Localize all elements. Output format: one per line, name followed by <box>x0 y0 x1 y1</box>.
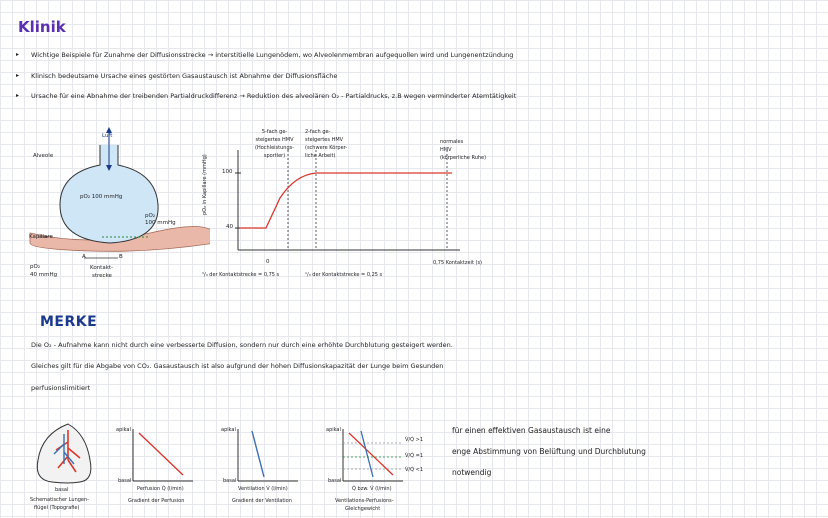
bullet-item <box>16 51 514 59</box>
bullet-item <box>16 92 517 100</box>
mini-chart-perfusion <box>125 425 195 485</box>
annotation-5fach: 5-fach ge- steigertes HMV (Hochleistungs- sportler) <box>255 129 295 159</box>
mc3-xlabel: Q̇ bzw. V̇ (l/min) <box>352 486 392 492</box>
lung-caption-1: Schematischer Lungen- <box>30 497 89 503</box>
mc3-caption-1: Ventilations-Perfusions- <box>335 498 394 504</box>
merke-line-2: Gleiches gilt für die Abgabe von CO₂. Gasaustausch ist also aufgrund der hohen Diffusionskapazität der Lunge beim Gesunden <box>31 362 444 370</box>
kontakt-label-2: strecke <box>92 273 112 279</box>
bullet-icon: ▸ <box>16 51 20 58</box>
page-title: Klinik <box>18 18 66 36</box>
mc3-top: apikal <box>326 427 341 433</box>
y-tick-40: 40 <box>226 224 233 230</box>
mini-chart-vq <box>335 425 407 485</box>
mc2-xlabel: Ventilation V̇ (l/min) <box>238 486 288 492</box>
merke-heading: MERKE <box>40 314 98 330</box>
right-text-1: für einen effektiven Gasaustausch ist eine <box>452 426 611 435</box>
annotation-normal: normales HMV (körperliche Ruhe) <box>440 139 487 161</box>
mc1-bottom: basal <box>118 478 132 484</box>
perfusion-line <box>139 433 183 475</box>
mc2-caption: Gradient der Ventilation <box>232 498 292 504</box>
point-b-label: B <box>119 254 123 260</box>
bullet-text: Wichtige Beispiele für Zunahme der Diffusionsstrecke → interstitielle Lungenödem, wo Alveolenmembran aufgequollen wird und Lungenentzündung <box>31 51 514 59</box>
ratio-lt1: V̇/Q̇ <1 <box>405 467 424 473</box>
merke-line-1: Die O₂ - Aufnahme kann nicht durch eine verbesserte Diffusion, sondern nur durch eine erhöhte Durchblutung gesteigert werden. <box>31 341 453 349</box>
chart-y-label: pO₂ in Kapillare (mmHg) <box>202 154 208 215</box>
right-text-3: notwendig <box>452 468 492 477</box>
po2-left-value: 40 mmHg <box>30 272 58 278</box>
kapillare-label: Kapillare <box>29 234 53 240</box>
luft-label: Luft <box>102 133 113 139</box>
x-label-end: 0,75 Kontaktzeit (s) <box>433 260 483 266</box>
lung-illustration <box>28 420 108 490</box>
x-zero-label: 0 <box>266 259 270 265</box>
bullet-text: Ursache für eine Abnahme der treibenden Partialdruckdifferenz → Reduktion des alveolären O₂ - Partialdrucks, z.B wegen verminderter Atemtätigkeit <box>31 92 517 100</box>
right-text-2: enge Abstimmung von Belüftung und Durchblutung <box>452 447 646 456</box>
x-label-third: ¹/₃ der Kontaktstrecke = 0,75 s <box>202 272 280 278</box>
mc1-xlabel: Perfusion Q̇ (l/min) <box>137 486 184 492</box>
po2-right-value: 100 mmHg <box>145 220 176 226</box>
alveole-diagram <box>20 125 210 290</box>
annotation-2fach: 2-fach ge- steigertes HMV (schwere Körper- liche Arbeit) <box>305 129 348 159</box>
alveole-label: Alveole <box>33 153 54 159</box>
mc3-caption-2: Gleichgewicht <box>345 506 381 512</box>
lung-basal-label: basal <box>55 487 69 493</box>
po2-left-label: pO₂ <box>30 264 41 270</box>
bullet-icon: ▸ <box>16 72 20 79</box>
merke-line-3: perfusionslimitiert <box>31 384 91 392</box>
ratio-eq1: V̇/Q̇ =1 <box>405 453 424 459</box>
po2-curve <box>240 173 452 228</box>
mc2-top: apikal <box>221 427 236 433</box>
mini-chart-ventilation <box>230 425 300 485</box>
mc1-caption: Gradient der Perfusion <box>128 498 185 504</box>
mc3-bottom: basal <box>328 478 342 484</box>
ventilation-line <box>252 431 264 477</box>
po2-right-label: pO₂ <box>145 213 156 219</box>
mc1-top: apikal <box>116 427 131 433</box>
bullet-item <box>16 72 338 80</box>
ratio-gt1: V̇/Q̇ >1 <box>405 437 424 443</box>
bullet-text: Klinisch bedeutsame Ursache eines gestörten Gasaustausch ist Abnahme der Diffusionsfläche <box>31 72 338 80</box>
y-tick-100: 100 <box>222 169 233 175</box>
mc2-bottom: basal <box>223 478 237 484</box>
kontakt-label: Kontakt- <box>90 265 114 271</box>
lung-caption-2: flügel (Topografie) <box>34 505 80 511</box>
x-label-third-b: ¹/₃ der Kontaktstrecke = 0,25 s <box>305 272 383 278</box>
point-a-label: A <box>82 254 86 260</box>
po2-alveole-label: pO₂ 100 mmHg <box>80 194 123 200</box>
bullet-icon: ▸ <box>16 92 20 99</box>
